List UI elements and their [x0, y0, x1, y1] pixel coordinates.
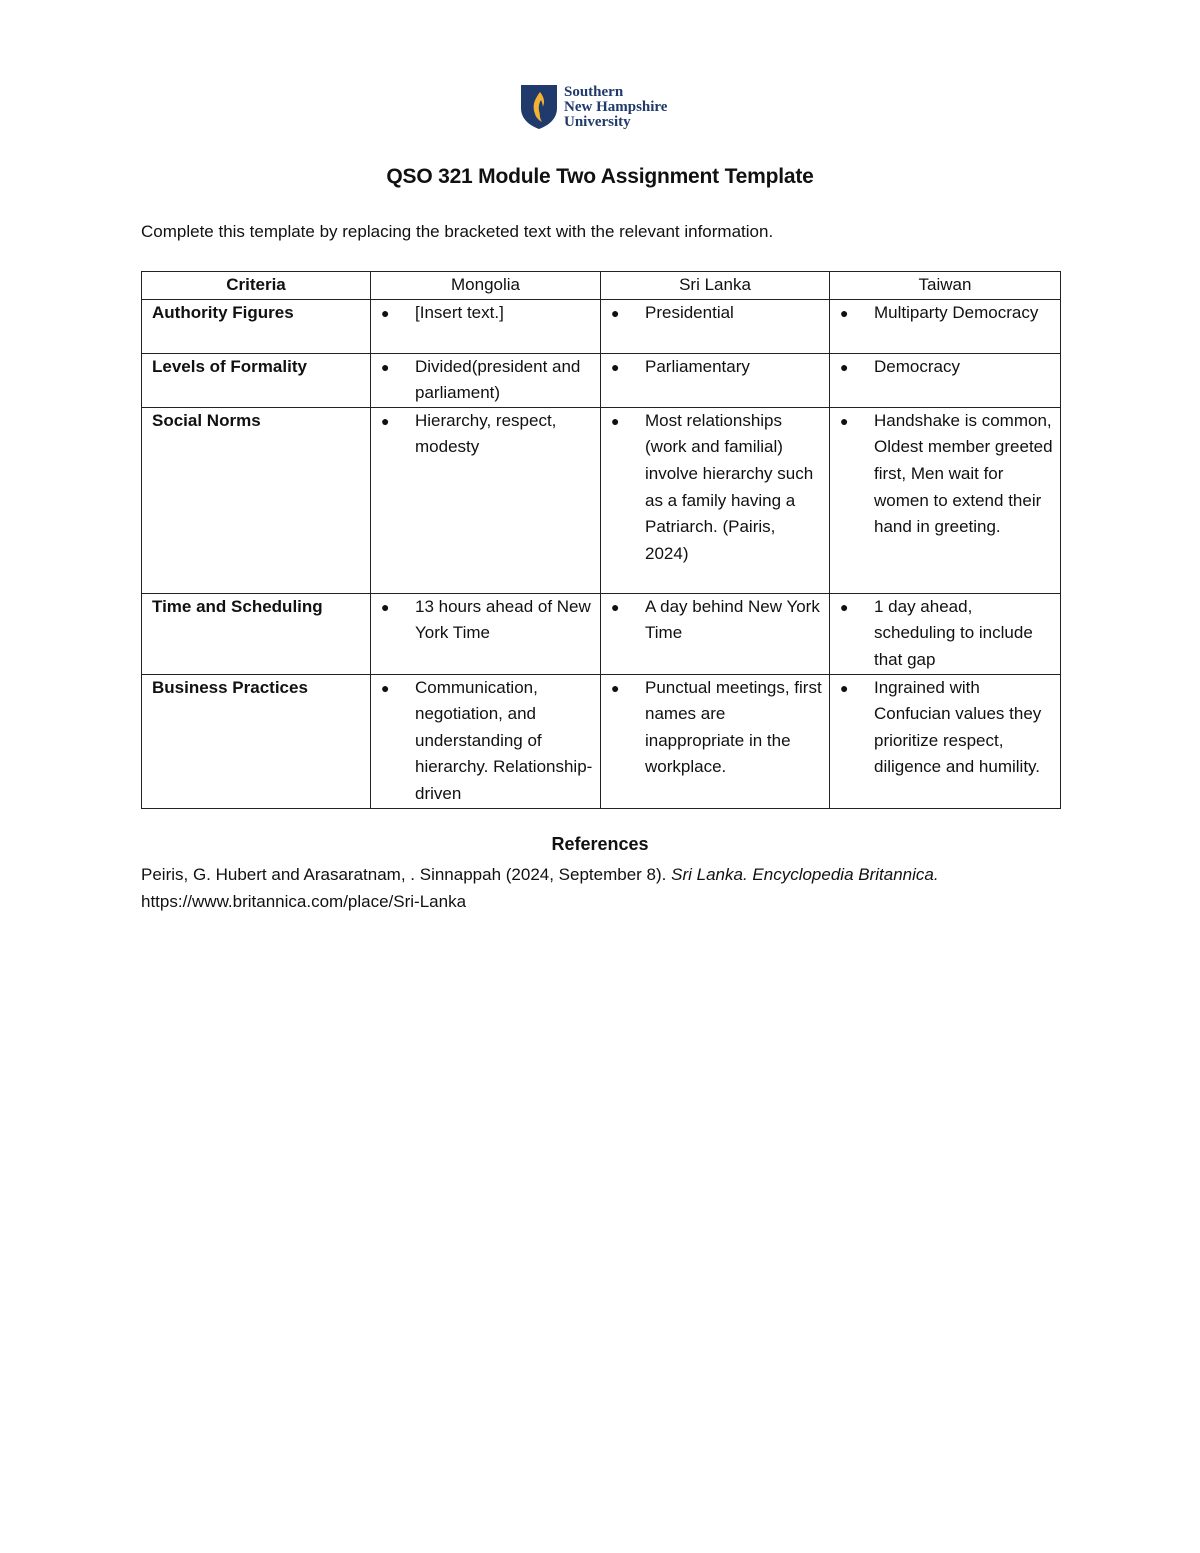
- table-row: [142, 674, 1061, 808]
- bullet-icon: [840, 408, 874, 541]
- row-label: Social Norms: [142, 407, 371, 593]
- logo-line-2: New Hampshire: [564, 98, 668, 115]
- bullet-icon: [611, 354, 645, 381]
- bullet-icon: [611, 408, 645, 568]
- bullet-icon: [381, 354, 415, 407]
- bullet-icon: [611, 675, 645, 781]
- cell-text: [Insert text.]: [415, 302, 504, 322]
- reference-entry: [141, 861, 1071, 915]
- cell-text: Divided(president and parliament): [415, 356, 581, 403]
- table-row: [142, 299, 1061, 353]
- criteria-table: [141, 271, 1061, 809]
- logo-line-3: University: [564, 113, 631, 130]
- table-row: [142, 407, 1061, 593]
- table-row: [142, 353, 1061, 407]
- row-label: Levels of Formality: [142, 353, 371, 407]
- bullet-icon: [840, 300, 874, 327]
- reference-title: Sri Lanka. Encyclopedia Britannica.: [671, 865, 939, 884]
- header-mongolia: Mongolia: [371, 272, 601, 300]
- header-taiwan: Taiwan: [830, 272, 1061, 300]
- references-heading: References: [551, 834, 649, 854]
- cell-text: Most relationships (work and familial) involve hierarchy such as a family having a Patriarch. (Pairis, 2024): [645, 410, 814, 563]
- cell-text: 1 day ahead, scheduling to include that gap: [874, 596, 1033, 669]
- cell-text: Punctual meetings, first names are inappropriate in the workplace.: [645, 677, 822, 777]
- row-label: Business Practices: [142, 674, 371, 808]
- logo-line-1: Southern: [564, 83, 624, 100]
- cell-text: Democracy: [874, 356, 960, 376]
- bullet-icon: [381, 675, 415, 808]
- table-header-row: [142, 272, 1061, 300]
- cell-text: 13 hours ahead of New York Time: [415, 596, 591, 643]
- reference-url[interactable]: https://www.britannica.com/place/Sri-Lanka: [141, 892, 467, 911]
- header-criteria: Criteria: [142, 272, 371, 300]
- bullet-icon: [840, 594, 874, 674]
- cell-text: Parliamentary: [645, 356, 750, 376]
- bullet-icon: [381, 300, 415, 327]
- table-row: [142, 593, 1061, 674]
- university-logo: [520, 84, 667, 130]
- bullet-icon: [381, 408, 415, 461]
- reference-authors: Peiris, G. Hubert and Arasaratnam, . Sinnappah (2024, September 8).: [141, 865, 667, 884]
- bullet-icon: [840, 354, 874, 381]
- cell-text: Hierarchy, respect, modesty: [415, 410, 557, 457]
- page-title: QSO 321 Module Two Assignment Template: [386, 165, 814, 188]
- cell-text: Ingrained with Confucian values they prioritize respect, diligence and humility.: [874, 677, 1042, 777]
- cell-text: Communication, negotiation, and understanding of hierarchy. Relationship-driven: [415, 677, 593, 803]
- row-label: Time and Scheduling: [142, 593, 371, 674]
- cell-text: Presidential: [645, 302, 734, 322]
- bullet-icon: [840, 675, 874, 781]
- cell-text: Handshake is common, Oldest member greeted first, Men wait for women to extend their hand in greeting.: [874, 410, 1053, 537]
- header-sri-lanka: Sri Lanka: [601, 272, 830, 300]
- instructions-text: Complete this template by replacing the bracketed text with the relevant information.: [141, 222, 774, 241]
- bullet-icon: [611, 300, 645, 327]
- row-label: Authority Figures: [142, 299, 371, 353]
- bullet-icon: [611, 594, 645, 647]
- cell-text: A day behind New York Time: [645, 596, 820, 643]
- cell-text: Multiparty Democracy: [874, 302, 1039, 322]
- shield-flame-icon: [520, 84, 558, 130]
- bullet-icon: [381, 594, 415, 647]
